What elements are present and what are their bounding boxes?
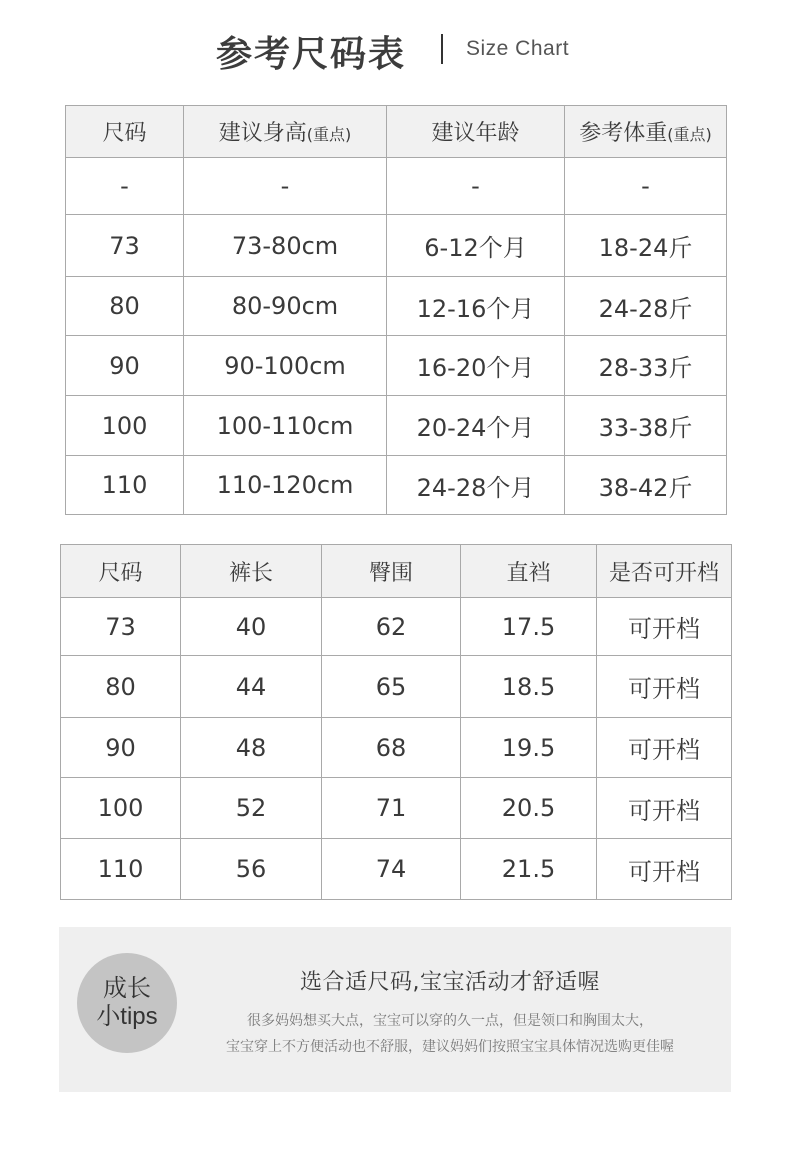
table-cell: 73 — [61, 598, 181, 656]
tips-headline: 选合适尺码,宝宝活动才舒适喔 — [300, 970, 600, 995]
table-cell: 68 — [322, 718, 461, 778]
table-cell: 28-33斤 — [565, 336, 727, 396]
table-cell: 可开档 — [597, 656, 732, 718]
table-cell: 20-24个月 — [387, 396, 565, 456]
header-cell: 尺码 — [61, 545, 181, 598]
table-cell: 100-110cm — [184, 396, 387, 456]
table-row — [61, 778, 732, 839]
tips-badge-line2: 小tips — [96, 1003, 158, 1030]
size-reference-table — [65, 105, 727, 515]
table-cell: 73-80cm — [184, 215, 387, 277]
table-cell: 90 — [61, 718, 181, 778]
table-cell: - — [565, 158, 727, 215]
table-cell: 可开档 — [597, 718, 732, 778]
table-cell: 65 — [322, 656, 461, 718]
table-cell: 6-12个月 — [387, 215, 565, 277]
table-cell: 110 — [61, 839, 181, 900]
table-cell: 17.5 — [461, 598, 597, 656]
table-cell: 73 — [66, 215, 184, 277]
table-cell: 48 — [181, 718, 322, 778]
header-cell: 裤长 — [181, 545, 322, 598]
page-title: 参考尺码表 — [216, 34, 407, 75]
table-cell: 40 — [181, 598, 322, 656]
table-cell: 18.5 — [461, 656, 597, 718]
header-cell: 建议身高(重点) — [184, 106, 387, 158]
header-cell: 是否可开档 — [597, 545, 732, 598]
table-cell: 12-16个月 — [387, 277, 565, 336]
table-cell: 38-42斤 — [565, 456, 727, 515]
table-cell: 可开档 — [597, 598, 732, 656]
tips-panel — [59, 927, 731, 1092]
table-cell: 可开档 — [597, 839, 732, 900]
table-cell: 71 — [322, 778, 461, 839]
table-row — [66, 215, 727, 277]
table-cell: 44 — [181, 656, 322, 718]
table-cell: 可开档 — [597, 778, 732, 839]
table-cell: 56 — [181, 839, 322, 900]
table-cell: 24-28个月 — [387, 456, 565, 515]
table-row — [66, 336, 727, 396]
page-header — [0, 22, 790, 78]
table-cell: 90-100cm — [184, 336, 387, 396]
page-subtitle: Size Chart — [466, 37, 570, 60]
table-cell: 33-38斤 — [565, 396, 727, 456]
table-cell: 62 — [322, 598, 461, 656]
table-cell: 90 — [66, 336, 184, 396]
table-cell: 74 — [322, 839, 461, 900]
table-cell: 24-28斤 — [565, 277, 727, 336]
table-cell: - — [184, 158, 387, 215]
table-row — [61, 839, 732, 900]
table-cell: - — [66, 158, 184, 215]
table-cell: 100 — [66, 396, 184, 456]
table-header-row — [61, 545, 732, 598]
table-row — [61, 718, 732, 778]
tips-text-line2: 宝宝穿上不方便活动也不舒服，建议妈妈们按照宝宝具体情况选购更佳喔 — [226, 1039, 674, 1055]
header-cell: 臀围 — [322, 545, 461, 598]
tips-badge-line1: 成长 — [103, 974, 151, 1002]
header-cell: 尺码 — [66, 106, 184, 158]
table-cell: 21.5 — [461, 839, 597, 900]
table-header-row — [66, 106, 727, 158]
table-cell: 80 — [61, 656, 181, 718]
table-row — [66, 277, 727, 336]
table-row — [61, 656, 732, 718]
table-cell: 16-20个月 — [387, 336, 565, 396]
header-cell: 建议年龄 — [387, 106, 565, 158]
header-cell: 直裆 — [461, 545, 597, 598]
table-row — [61, 598, 732, 656]
table-cell: - — [387, 158, 565, 215]
table-row — [66, 158, 727, 215]
title-divider — [441, 34, 443, 64]
table-cell: 80 — [66, 277, 184, 336]
table-row — [66, 456, 727, 515]
table-cell: 20.5 — [461, 778, 597, 839]
tips-text-line1: 很多妈妈想买大点，宝宝可以穿的久一点，但是领口和胸围太大， — [247, 1013, 653, 1029]
table-cell: 110-120cm — [184, 456, 387, 515]
table-cell: 18-24斤 — [565, 215, 727, 277]
table-cell: 80-90cm — [184, 277, 387, 336]
header-cell: 参考体重(重点) — [565, 106, 727, 158]
table-cell: 100 — [61, 778, 181, 839]
table-cell: 110 — [66, 456, 184, 515]
table-cell: 19.5 — [461, 718, 597, 778]
pants-measurement-table — [60, 544, 732, 900]
table-cell: 52 — [181, 778, 322, 839]
table-row — [66, 396, 727, 456]
